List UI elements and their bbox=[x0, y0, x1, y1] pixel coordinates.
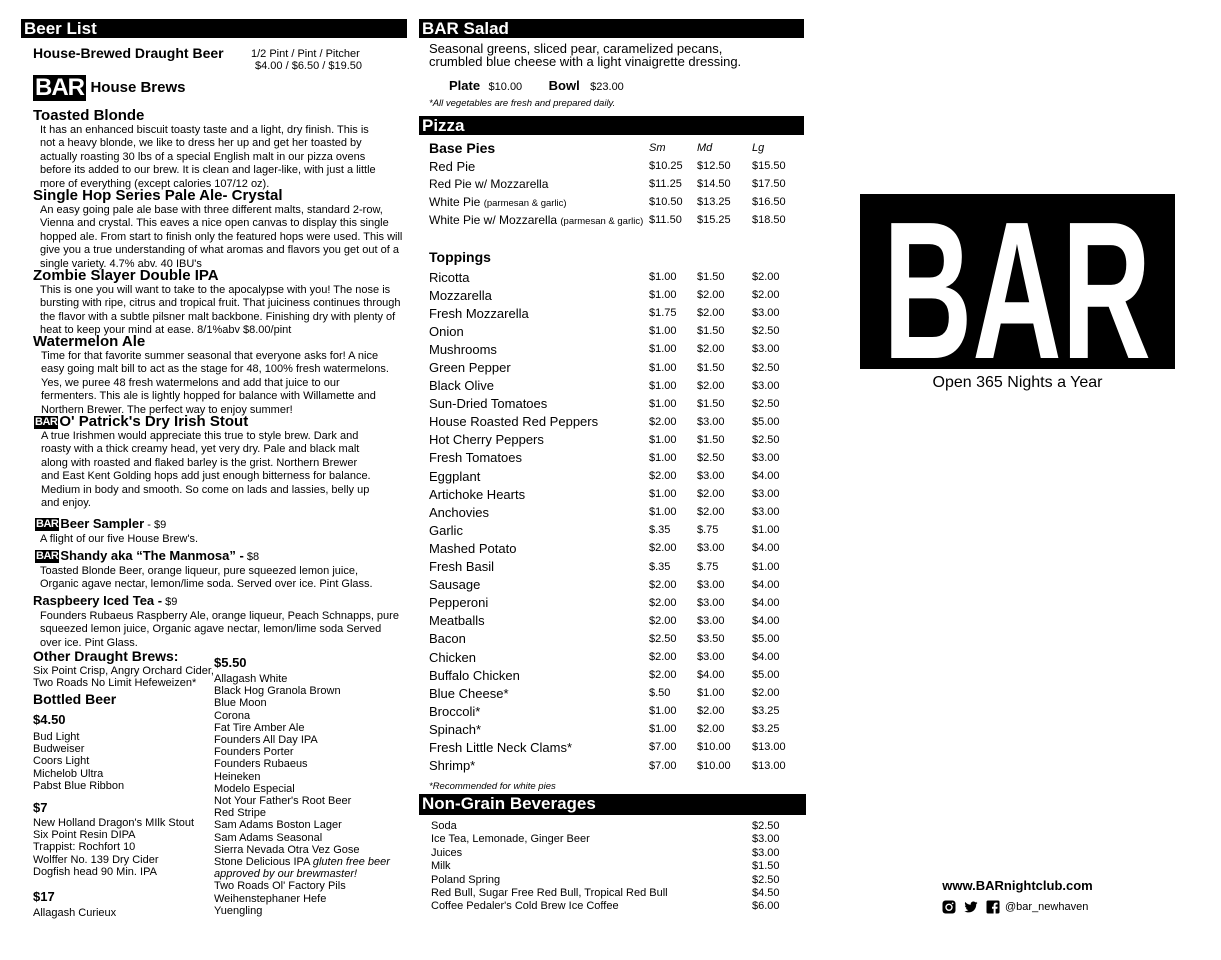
topping-md: $2.00 bbox=[697, 307, 725, 320]
table-row bbox=[431, 887, 780, 900]
salad-header bbox=[419, 19, 804, 38]
beverage-name: Soda bbox=[431, 820, 457, 832]
topping-name: Ricotta bbox=[429, 269, 470, 285]
table-row bbox=[431, 900, 780, 913]
table-row bbox=[429, 139, 802, 157]
table-row bbox=[429, 666, 802, 684]
table-row bbox=[429, 449, 802, 467]
topping-md: $2.00 bbox=[697, 705, 725, 718]
table-row bbox=[429, 340, 802, 358]
table-row bbox=[429, 286, 802, 304]
topping-sm: $1.00 bbox=[649, 433, 677, 446]
table-row bbox=[429, 413, 802, 431]
stout-item bbox=[34, 413, 409, 510]
bar-badge: BAR bbox=[36, 518, 59, 530]
brew-description: It has an enhanced biscuit toasty taste and a light, dry finish. This is not a heavy blonde, we like to dress her up and get her toasted by actually roasting 30 lbs of a special English malt in our pizza ovens before its added to our brew. It is clean and lager-like, with just a little more of everything (except calories 107/12 oz). bbox=[40, 124, 376, 190]
topping-sm: $2.00 bbox=[649, 614, 677, 627]
topping-md: $1.50 bbox=[697, 361, 725, 374]
topping-lg: $4.00 bbox=[752, 596, 780, 609]
topping-name: Blue Cheese* bbox=[429, 685, 509, 701]
topping-name: House Roasted Red Peppers bbox=[429, 414, 599, 430]
topping-name: Sausage bbox=[429, 577, 481, 593]
table-row bbox=[429, 630, 802, 648]
beverages-header-text: Non-Grain Beverages bbox=[422, 794, 596, 813]
topping-sm: $2.00 bbox=[649, 669, 677, 682]
topping-sm: $2.00 bbox=[649, 651, 677, 664]
toppings-note: *Recommended for white pies bbox=[429, 781, 556, 792]
other-draught-list: Six Point Crisp, Angry Orchard Cider, Two Roads No Limit Hefeweizen* bbox=[33, 665, 214, 690]
table-row bbox=[429, 503, 802, 521]
table-row bbox=[429, 612, 802, 630]
size-md-label: Md bbox=[697, 142, 713, 155]
beer-list-header-text: Beer List bbox=[24, 19, 97, 38]
toppings-section bbox=[429, 268, 802, 775]
sampler-item bbox=[35, 515, 410, 546]
social-handle[interactable]: @bar_newhaven bbox=[1005, 901, 1089, 913]
beverage-price: $3.00 bbox=[752, 846, 780, 859]
topping-name: Green Pepper bbox=[429, 360, 511, 376]
table-row bbox=[429, 268, 802, 286]
topping-name: Black Olive bbox=[429, 378, 495, 394]
bar-badge: BAR bbox=[35, 74, 84, 101]
bottled-group-items: Bud Light Budweiser Coors Light Michelob Ultra Pabst Blue Ribbon bbox=[33, 731, 125, 792]
topping-lg: $3.25 bbox=[752, 723, 780, 736]
shandy-description: Toasted Blonde Beer, orange liqueur, pure squeezed lemon juice, Organic agave nectar, lemon/lime soda. Served over ice. Pint Glass. bbox=[40, 565, 373, 591]
table-row bbox=[431, 833, 780, 846]
topping-sm: $.35 bbox=[649, 560, 671, 573]
bottled-group-items: Allagash White Black Hog Granola Brown Blue Moon Corona Fat Tire Amber Ale Founders All Day IPA Founders Porter Founders Rubaeus Heineken Modelo Especial Not Your Father's Root Beer Red Stripe Sam Adams Boston Lager Sam Adams Seasonal Sierra Nevada Otra Vez Gose Stone Delicious IPA gluten free beer approved by our brewmaster! Two Roads Ol' Factory Pils Weihenstephaner Hefe Yuengling bbox=[214, 673, 390, 917]
beverage-name: Milk bbox=[431, 860, 451, 873]
topping-lg: $3.00 bbox=[752, 307, 780, 320]
table-row bbox=[431, 847, 780, 860]
brew-name: Zombie Slayer Double IPA bbox=[33, 267, 219, 284]
beverage-name: Red Bull, Sugar Free Red Bull, Tropical Red Bull bbox=[431, 887, 668, 900]
twitter-icon[interactable] bbox=[964, 900, 978, 914]
base-pies-title: Base Pies bbox=[429, 139, 496, 156]
topping-name: Garlic bbox=[429, 522, 463, 538]
topping-sm: $1.00 bbox=[649, 723, 677, 736]
table-row bbox=[429, 377, 802, 395]
table-row bbox=[429, 684, 802, 702]
table-row bbox=[429, 738, 802, 756]
topping-name: Eggplant bbox=[429, 468, 481, 484]
beverage-name: Poland Spring bbox=[431, 873, 501, 886]
beverage-price: $6.00 bbox=[752, 900, 780, 913]
bar-badge: BAR bbox=[36, 550, 59, 562]
beverages-header bbox=[419, 794, 806, 815]
topping-lg: $1.00 bbox=[752, 524, 780, 537]
plate-price: $10.00 bbox=[488, 81, 523, 93]
beverage-name: Ice Tea, Lemonade, Ginger Beer bbox=[431, 833, 590, 846]
bar-badge: BAR bbox=[35, 416, 58, 428]
topping-sm: $7.00 bbox=[649, 741, 677, 754]
shandy-item bbox=[35, 547, 410, 592]
house-brews-heading bbox=[33, 75, 186, 101]
table-row bbox=[429, 648, 802, 666]
beverage-price: $2.50 bbox=[752, 873, 780, 886]
bottled-group bbox=[33, 888, 116, 919]
salad-prices bbox=[449, 77, 624, 95]
topping-name: Broccoli* bbox=[429, 703, 481, 719]
topping-md: $1.50 bbox=[697, 325, 725, 338]
topping-lg: $2.50 bbox=[752, 325, 780, 338]
instagram-icon[interactable] bbox=[942, 900, 956, 914]
topping-sm: $.50 bbox=[649, 687, 671, 700]
table-row bbox=[429, 485, 802, 503]
toppings-title: Toppings bbox=[429, 249, 491, 265]
bar-logo-text: BAR bbox=[883, 194, 1151, 369]
topping-lg: $3.00 bbox=[752, 506, 780, 519]
table-row: White Pie w/ Mozzarella (parmesan & garlic) $11.50 $15.25 $18.50 bbox=[429, 213, 786, 228]
table-row bbox=[429, 358, 802, 376]
topping-sm: $.35 bbox=[649, 524, 671, 537]
topping-lg: $2.50 bbox=[752, 433, 780, 446]
website-link[interactable]: www.BARnightclub.com bbox=[942, 878, 1093, 893]
food-column bbox=[419, 19, 806, 939]
table-row bbox=[429, 304, 802, 322]
draught-title: House-Brewed Draught Beer bbox=[33, 45, 224, 61]
bottled-group-price: $4.50 bbox=[33, 712, 66, 727]
bowl-price: $23.00 bbox=[590, 81, 624, 93]
topping-sm: $2.00 bbox=[649, 470, 677, 483]
table-row: Red Pie $10.25 $12.50 $15.50 bbox=[429, 158, 786, 174]
topping-md: $2.50 bbox=[697, 451, 725, 464]
topping-name: Anchovies bbox=[429, 504, 489, 520]
table-row bbox=[429, 322, 802, 340]
topping-md: $3.00 bbox=[697, 578, 725, 591]
topping-name: Onion bbox=[429, 323, 464, 339]
social-row bbox=[942, 898, 1088, 916]
topping-lg: $3.25 bbox=[752, 705, 780, 718]
topping-name: Bacon bbox=[429, 631, 466, 647]
salad-header-text: BAR Salad bbox=[422, 19, 509, 38]
topping-md: $3.00 bbox=[697, 415, 725, 428]
topping-sm: $1.00 bbox=[649, 343, 677, 356]
tagline: Open 365 Nights a Year bbox=[932, 374, 1103, 391]
topping-name: Sun-Dried Tomatoes bbox=[429, 396, 548, 412]
salad-description: Seasonal greens, sliced pear, caramelized pecans, crumbled blue cheese with a light vinaigrette dressing. bbox=[429, 41, 742, 69]
topping-name: Fresh Tomatoes bbox=[429, 450, 522, 466]
topping-md: $1.50 bbox=[697, 271, 725, 284]
topping-name: Fresh Mozzarella bbox=[429, 305, 529, 321]
base-pies-section bbox=[429, 139, 802, 229]
topping-lg: $5.00 bbox=[752, 669, 780, 682]
draught-prices: $4.00 / $6.50 / $19.50 bbox=[255, 60, 363, 72]
topping-md: $10.00 bbox=[697, 759, 731, 772]
beer-list-column bbox=[21, 19, 407, 939]
topping-sm: $2.00 bbox=[649, 542, 677, 555]
topping-md: $2.00 bbox=[697, 488, 725, 501]
bottled-group-550 bbox=[214, 654, 409, 917]
topping-md: $2.00 bbox=[697, 289, 725, 302]
brew-item bbox=[33, 333, 408, 417]
topping-name: Mashed Potato bbox=[429, 540, 517, 556]
topping-md: $1.50 bbox=[697, 397, 725, 410]
topping-md: $3.00 bbox=[697, 542, 725, 555]
beverage-name: Coffee Pedaler's Cold Brew Ice Coffee bbox=[431, 900, 619, 913]
topping-lg: $2.50 bbox=[752, 361, 780, 374]
bottled-group bbox=[33, 799, 194, 878]
topping-md: $1.50 bbox=[697, 433, 725, 446]
topping-sm: $1.00 bbox=[649, 397, 677, 410]
bar-logo bbox=[860, 194, 1175, 369]
bottled-group-items: New Holland Dragon's MIlk Stout Six Point Resin DIPA Trappist: Rochfort 10 Wolffer No. 139 Dry Cider Dogfish head 90 Min. IPA bbox=[33, 817, 195, 878]
topping-md: $1.00 bbox=[697, 687, 725, 700]
beverages-section bbox=[431, 820, 780, 914]
topping-sm: $7.00 bbox=[649, 759, 677, 772]
topping-sm: $2.50 bbox=[649, 632, 677, 645]
table-row bbox=[429, 558, 802, 576]
topping-name: Mushrooms bbox=[429, 341, 497, 357]
topping-lg: $4.00 bbox=[752, 651, 780, 664]
beer-list-header bbox=[21, 19, 407, 38]
topping-sm: $1.75 bbox=[649, 307, 677, 320]
topping-name: Buffalo Chicken bbox=[429, 667, 520, 683]
sampler-name: BAR Beer Sampler - $9 bbox=[36, 516, 167, 531]
brew-item bbox=[33, 187, 408, 271]
stout-name: BAR O' Patrick's Dry Irish Stout bbox=[35, 413, 249, 430]
topping-lg: $2.00 bbox=[752, 271, 780, 284]
topping-md: $2.00 bbox=[697, 343, 725, 356]
beverage-price: $1.50 bbox=[752, 860, 780, 873]
table-row bbox=[429, 702, 802, 720]
brew-description: An easy going pale ale base with three different malts, standard 2-row, Vienna and crystal. This eaves a nice open canvas to display this single hopped ale. From start to finish only the featured hops were used. This will give you a true understanding of what aromas and flavors you get out of a single variety. 4.7% abv. 40 IBU's bbox=[40, 204, 403, 270]
other-draught bbox=[33, 648, 233, 689]
iced-tea-item bbox=[33, 592, 408, 650]
topping-md: $3.00 bbox=[697, 596, 725, 609]
topping-name: Meatballs bbox=[429, 613, 485, 629]
topping-name: Spinach* bbox=[429, 721, 482, 737]
topping-sm: $1.00 bbox=[649, 379, 677, 392]
topping-lg: $3.00 bbox=[752, 343, 780, 356]
table-row bbox=[431, 820, 780, 833]
size-sm-label: Sm bbox=[649, 142, 666, 155]
topping-md: $2.00 bbox=[697, 506, 725, 519]
iced-tea-name: Raspbeery Iced Tea - $9 bbox=[33, 593, 178, 608]
topping-name: Shrimp* bbox=[429, 758, 476, 774]
topping-name: Mozzarella bbox=[429, 287, 492, 303]
topping-lg: $4.00 bbox=[752, 470, 780, 483]
table-row bbox=[429, 576, 802, 594]
topping-md: $4.00 bbox=[697, 669, 725, 682]
topping-lg: $2.50 bbox=[752, 397, 780, 410]
size-lg-label: Lg bbox=[752, 142, 765, 155]
brew-description: Time for that favorite summer seasonal that everyone asks for! A nice easy going malt bill to act as the stage for 48, 100% fresh watermelons. Yes, we puree 48 fresh watermelons and add that juice to our fermenters. This ale is lightly hopped for balance with Willamette and Northern Brewer. The perfect way to enjoy summer! bbox=[41, 350, 389, 416]
topping-sm: $2.00 bbox=[649, 415, 677, 428]
topping-lg: $13.00 bbox=[752, 741, 786, 754]
shandy-name: BAR Shandy aka “The Manmosa” - $8 bbox=[36, 548, 260, 563]
topping-sm: $1.00 bbox=[649, 705, 677, 718]
topping-md: $2.00 bbox=[697, 723, 725, 736]
brew-name: Watermelon Ale bbox=[33, 333, 146, 350]
topping-sm: $1.00 bbox=[649, 488, 677, 501]
beverage-price: $4.50 bbox=[752, 887, 780, 900]
topping-lg: $4.00 bbox=[752, 614, 780, 627]
topping-lg: $4.00 bbox=[752, 542, 780, 555]
topping-md: $3.50 bbox=[697, 632, 725, 645]
topping-lg: $4.00 bbox=[752, 578, 780, 591]
brew-name: Single Hop Series Pale Ale- Crystal bbox=[33, 187, 283, 204]
bottled-group-price: $7 bbox=[33, 800, 48, 815]
table-row bbox=[429, 395, 802, 413]
table-row bbox=[429, 431, 802, 449]
table-row bbox=[429, 720, 802, 738]
topping-lg: $2.00 bbox=[752, 289, 780, 302]
brew-item bbox=[33, 267, 408, 338]
pizza-header-text: Pizza bbox=[422, 116, 465, 135]
table-row bbox=[429, 521, 802, 539]
topping-md: $.75 bbox=[697, 524, 719, 537]
toppings-table bbox=[429, 268, 802, 775]
bowl-label: Bowl bbox=[548, 78, 580, 93]
topping-lg: $3.00 bbox=[752, 488, 780, 501]
other-draught-title: Other Draught Brews: bbox=[33, 648, 179, 664]
sampler-description: A flight of our five House Brew's. bbox=[40, 533, 199, 545]
bottled-title: Bottled Beer bbox=[33, 691, 117, 707]
beverage-price: $2.50 bbox=[752, 820, 780, 832]
table-row: Red Pie w/ Mozzarella $11.25 $14.50 $17.50 bbox=[429, 177, 786, 192]
house-brews-title: House Brews bbox=[90, 79, 186, 96]
topping-name: Pepperoni bbox=[429, 595, 489, 611]
topping-md: $2.00 bbox=[697, 379, 725, 392]
table-row bbox=[429, 467, 802, 485]
bottled-group-price: $5.50 bbox=[214, 655, 247, 670]
topping-sm: $1.00 bbox=[649, 271, 677, 284]
topping-lg: $13.00 bbox=[752, 759, 786, 772]
bottled-group-items: Allagash Curieux bbox=[33, 907, 117, 919]
topping-lg: $3.00 bbox=[752, 451, 780, 464]
topping-sm: $1.00 bbox=[649, 361, 677, 374]
table-row bbox=[429, 594, 802, 612]
iced-tea-description: Founders Rubaeus Raspberry Ale, orange liqueur, Peach Schnapps, pure squeezed lemon juice, Organic agave nectar, lemon/lime soda Served over ice. Pint Glass. bbox=[40, 610, 399, 649]
topping-md: $3.00 bbox=[697, 614, 725, 627]
topping-sm: $2.00 bbox=[649, 578, 677, 591]
draught-sizes: 1/2 Pint / Pint / Pitcher bbox=[251, 48, 360, 60]
topping-lg: $5.00 bbox=[752, 632, 780, 645]
topping-lg: $2.00 bbox=[752, 687, 780, 700]
table-row bbox=[431, 874, 780, 887]
salad-note: *All vegetables are fresh and prepared daily. bbox=[429, 98, 616, 109]
topping-md: $3.00 bbox=[697, 470, 725, 483]
brew-name: Toasted Blonde bbox=[33, 107, 145, 124]
base-pies-table bbox=[429, 139, 802, 229]
topping-sm: $2.00 bbox=[649, 596, 677, 609]
table-row bbox=[431, 860, 780, 873]
topping-name: Fresh Little Neck Clams* bbox=[429, 739, 573, 755]
topping-sm: $1.00 bbox=[649, 289, 677, 302]
table-row: White Pie (parmesan & garlic) $10.50 $13.25 $16.50 bbox=[429, 195, 786, 210]
pizza-header bbox=[419, 116, 804, 135]
topping-md: $3.00 bbox=[697, 651, 725, 664]
beverage-price: $3.00 bbox=[752, 833, 780, 846]
bottled-group-price: $17 bbox=[33, 889, 55, 904]
topping-lg: $3.00 bbox=[752, 379, 780, 392]
topping-sm: $1.00 bbox=[649, 325, 677, 338]
brew-description: This is one you will want to take to the apocalypse with you! The nose is bursting with ripe, citrus and tropical fruit. That juiciness continues through the flavor with a subtle pilsner malt backbone. Finishing dry with plenty of heat to keep your mind at ease. 8/1%abv $8.00/pint bbox=[40, 284, 401, 337]
topping-sm: $1.00 bbox=[649, 451, 677, 464]
topping-sm: $1.00 bbox=[649, 506, 677, 519]
stout-description: A true Irishmen would appreciate this true to style brew. Dark and roasty with a thick creamy head, yet very dry. Pale and black malt along with roasted and flaked barley is the grist. Northern Brewer and East Kent Golding hops add just enough bitterness for balance. Medium in body and smooth. So come on lads and lassies, belly up and enjoy. bbox=[41, 430, 371, 510]
beverage-name: Juices bbox=[431, 846, 463, 859]
topping-md: $.75 bbox=[697, 560, 719, 573]
table-row bbox=[429, 539, 802, 557]
topping-name: Artichoke Hearts bbox=[429, 486, 526, 502]
topping-md: $10.00 bbox=[697, 741, 731, 754]
topping-lg: $1.00 bbox=[752, 560, 780, 573]
topping-name: Hot Cherry Peppers bbox=[429, 432, 544, 448]
brew-item bbox=[33, 107, 408, 191]
topping-lg: $5.00 bbox=[752, 415, 780, 428]
facebook-icon[interactable] bbox=[986, 900, 1000, 914]
table-row bbox=[429, 757, 802, 775]
beverages-table bbox=[431, 820, 780, 914]
bar-logo-graphic bbox=[860, 194, 1175, 369]
topping-name: Chicken bbox=[429, 649, 476, 665]
plate-label: Plate bbox=[449, 78, 481, 93]
topping-name: Fresh Basil bbox=[429, 559, 495, 575]
bottled-group bbox=[33, 711, 124, 792]
